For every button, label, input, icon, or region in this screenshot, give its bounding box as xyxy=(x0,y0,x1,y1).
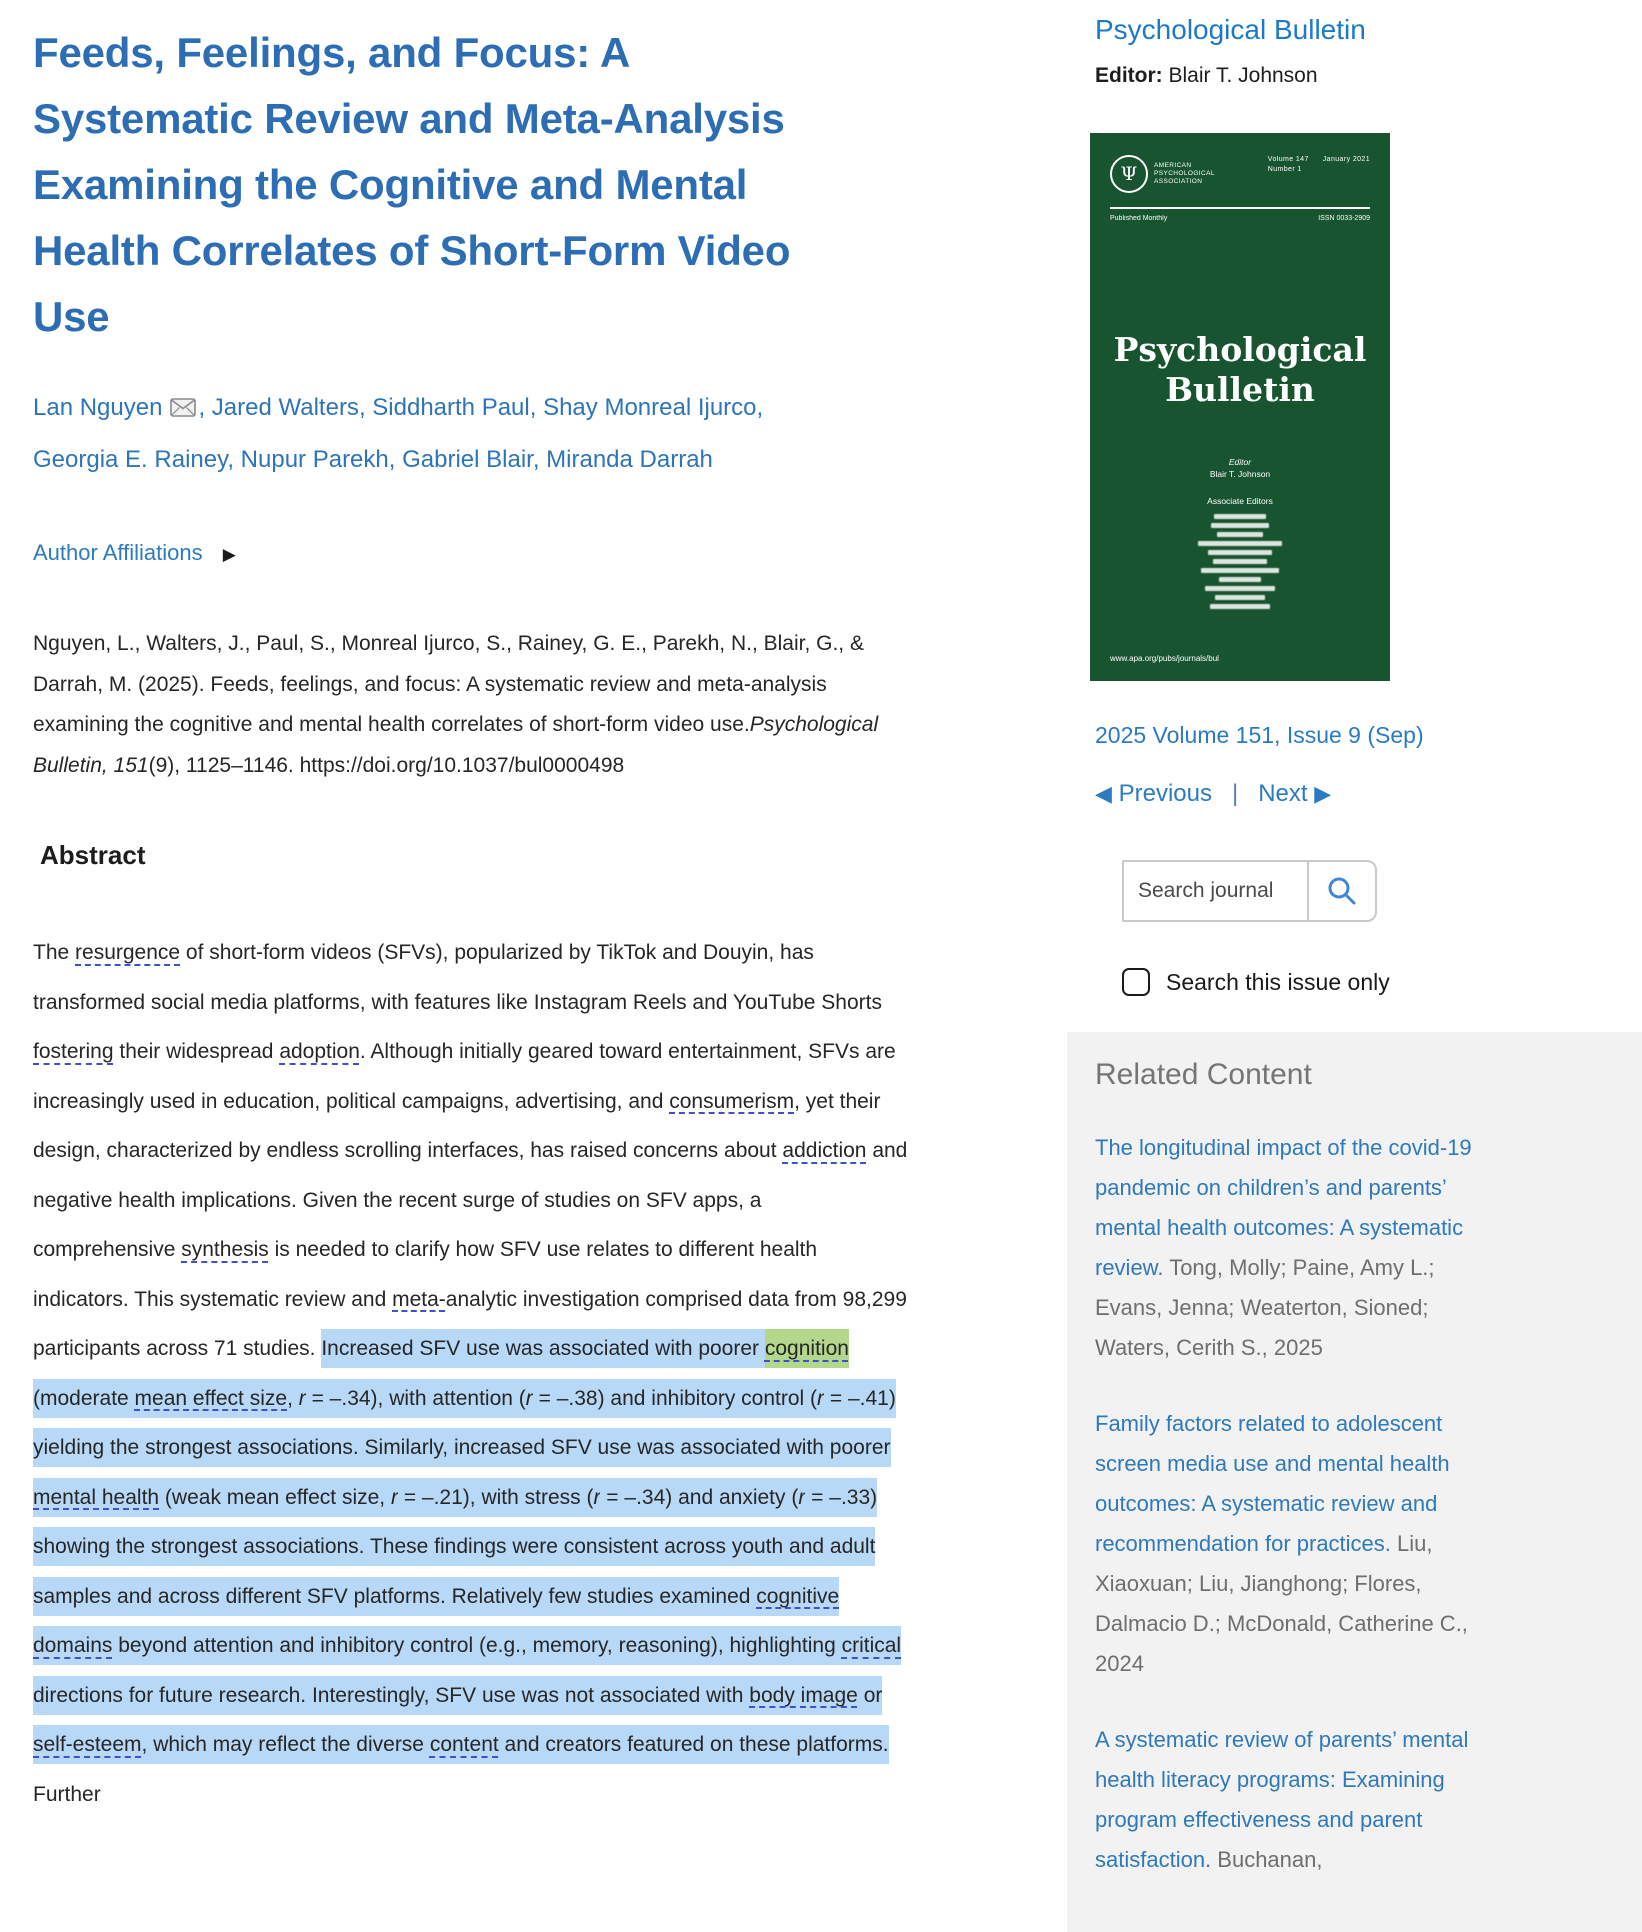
issue-link[interactable]: 2025 Volume 151, Issue 9 (Sep) xyxy=(1095,722,1424,748)
search-input[interactable] xyxy=(1122,860,1307,922)
journal-cover-image xyxy=(1090,133,1390,681)
related-content-heading: Related Content xyxy=(1095,1058,1312,1091)
cover-associate-editors-label: Associate Editors xyxy=(1207,496,1273,506)
cover-associate-editor-names-blur xyxy=(1110,514,1370,609)
cover-published-monthly: Published Monthly xyxy=(1110,215,1168,222)
pagination-separator: | xyxy=(1231,780,1239,807)
related-item-authors: Tong, Molly; Paine, Amy L.; Evans, Jenna; Weaterton, Sioned; Waters, Cerith S., 2025 xyxy=(1095,1255,1435,1360)
issue-only-checkbox[interactable] xyxy=(1122,968,1150,996)
cover-divider xyxy=(1110,207,1370,209)
search-icon xyxy=(1326,875,1358,907)
related-content-list xyxy=(1095,1128,1612,1880)
issue-pagination xyxy=(1095,780,1331,808)
apa-logo-icon: Ψ xyxy=(1110,155,1148,193)
apa-association-text: AMERICAN PSYCHOLOGICAL ASSOCIATION xyxy=(1154,162,1215,185)
related-item xyxy=(1095,1720,1485,1880)
abstract-heading: Abstract xyxy=(40,840,146,870)
author-affiliations-toggle[interactable] xyxy=(33,540,236,566)
related-item-authors: Liu, Xiaoxuan; Liu, Jianghong; Flores, Dalmacio D.; McDonald, Catherine C., 2024 xyxy=(1095,1531,1468,1676)
journal-editor xyxy=(1095,64,1318,88)
issue-only-label: Search this issue only xyxy=(1166,968,1390,995)
abstract-text: The resurgence of short-form videos (SFVs), popularized by TikTok and Douyin, has transformed social media platforms, with features like Instagram Reels and YouTube Shorts fostering their widespread adoption. Although initially geared toward entertainment, SFVs are increasingly used in education, political campaigns, advertising, and consumerism, yet their design, characterized by endless scrolling interfaces, has raised concerns about addiction and negative health implications. Given the recent surge of studies on SFV apps, a comprehensive synthesis is needed to clarify how SFV use relates to different health indicators. This systematic review and meta-analytic investigation comprised data from 98,299 participants across 71 studies. Increased SFV use was associated with poorer cognition (moderate mean effect size, r = –.34), with attention (r = –.38) and inhibitory control (r = –.41) yielding the strongest associations. Similarly, increased SFV use was associated with poorer mental health (weak mean effect size, r = –.21), with stress (r = –.34) and anxiety (r = –.33) showing the strongest associations. These findings were consistent across youth and adult samples and across different SFV platforms. Relatively few studies examined cognitive domains beyond attention and inhibitory control (e.g., memory, reasoning), highlighting critical directions for future research. Interestingly, SFV use was not associated with body image or self-esteem, which may reflect the diverse content and creators featured on these platforms. Further xyxy=(33,941,908,1806)
citation-text: Nguyen, L., Walters, J., Paul, S., Monreal Ijurco, S., Rainey, G. E., Parekh, N., Blair, G., & Darrah, M. (2025). Feeds, feelings, and focus: A systematic review and meta-analysis examining the cognitive and mental health correlates of short-form video use.Psychological Bulletin, 151(9), 1125–1146. https://doi.org/10.1037/bul0000498 xyxy=(33,632,879,777)
editor-name: Blair T. Johnson xyxy=(1168,64,1318,87)
cover-journal-title: Psychological Bulletin xyxy=(1113,330,1367,409)
related-item-title-link[interactable]: The longitudinal impact of the covid-19 pandemic on children’s and parents’ mental health outcomes: A systematic review. xyxy=(1095,1135,1472,1280)
cover-issn: ISSN 0033-2909 xyxy=(1318,215,1370,222)
previous-arrow-icon: ◀ xyxy=(1095,782,1112,807)
cover-url: www.apa.org/pubs/journals/bul xyxy=(1110,654,1219,663)
next-button[interactable]: Next ▶ xyxy=(1258,780,1332,807)
related-item xyxy=(1095,1404,1485,1684)
related-item-title-link[interactable]: Family factors related to adolescent screen media use and mental health outcomes: A systematic review and recommendation for practices. xyxy=(1095,1411,1450,1556)
related-item xyxy=(1095,1128,1485,1368)
editor-label: Editor: xyxy=(1095,64,1163,87)
journal-title-link[interactable]: Psychological Bulletin xyxy=(1095,14,1366,45)
next-arrow-icon: ▶ xyxy=(1314,782,1332,807)
author-list[interactable]: Lan Nguyen , Jared Walters, Siddharth Paul, Shay Monreal Ijurco, Georgia E. Rainey, Nupur Parekh, Gabriel Blair, Miranda Darrah xyxy=(33,383,793,485)
related-content-panel xyxy=(1067,1032,1642,1932)
search-issue-only-option xyxy=(1122,968,1390,996)
article-title: Feeds, Feelings, and Focus: A Systematic Review and Meta-Analysis Examining the Cognitive and Mental Health Correlates of Short-Form Video Use xyxy=(33,29,791,340)
search-button[interactable] xyxy=(1307,860,1377,922)
cover-editor: Editor Blair T. Johnson xyxy=(1209,457,1271,479)
envelope-icon xyxy=(170,385,196,435)
cover-date: January 2021 xyxy=(1322,156,1370,163)
journal-search xyxy=(1122,860,1377,922)
expand-right-arrow-icon: ▶ xyxy=(222,545,236,565)
related-item-authors: Buchanan, xyxy=(1217,1847,1323,1872)
related-item-title-link[interactable]: A systematic review of parents’ mental health literacy programs: Examining program effectiveness and parent satisfaction. xyxy=(1095,1727,1469,1872)
cover-volume-number: Volume 147 Number 1 xyxy=(1267,156,1309,173)
author-affiliations-label[interactable]: Author Affiliations xyxy=(33,540,203,565)
previous-button[interactable]: ◀ Previous xyxy=(1095,780,1212,807)
